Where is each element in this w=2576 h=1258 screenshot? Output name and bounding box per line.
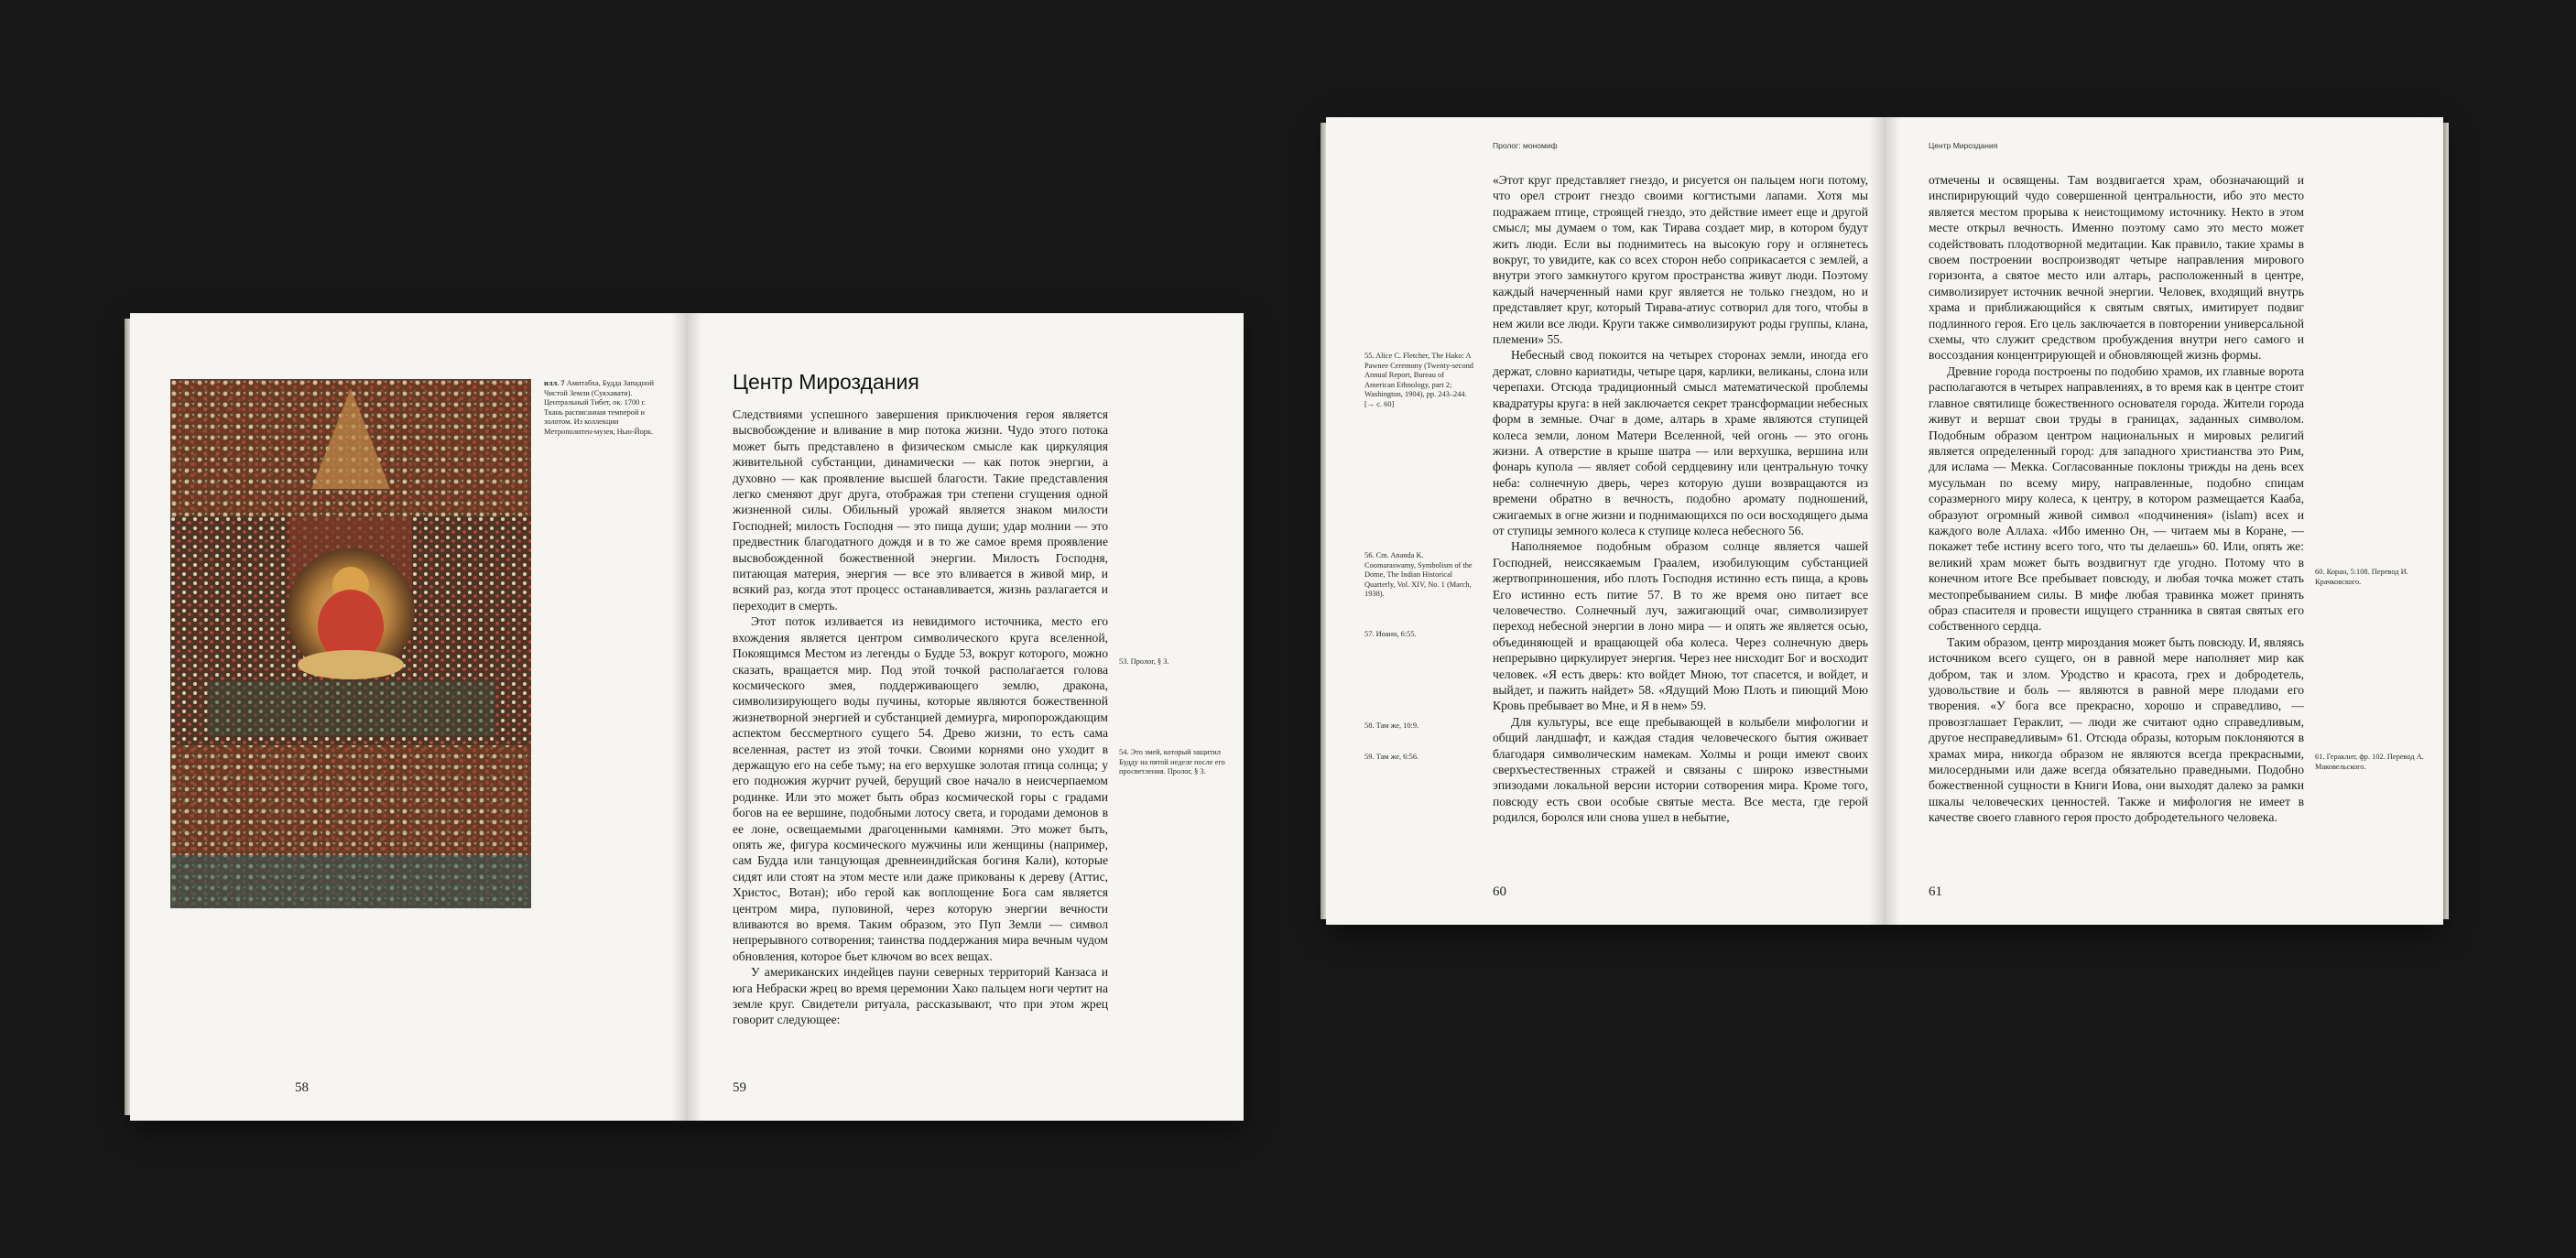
- footnote-number: 55.: [1364, 352, 1375, 360]
- page-number: 59: [733, 1080, 746, 1095]
- thangka-painting-icon: [170, 379, 531, 908]
- paragraph: Небесный свод покоится на четырех сторонах земли, иногда его держат, словно кариатиды, четыре царя, карлики, великаны, слона или черепахи. Отсюда традиционный смысл математической проблемы квадратуры круга: в ней заключается секрет трансформации небесных форм в земные. Очаг в доме, алтарь в храме являются ступицей колеса земли, лоном Матери Вселенной, чей огонь — это огонь жизни. А отверстие в крыше шатра — или верхушка, вершина или фонарь купола — являет собой сердцевину или центральную точку неба: солнечную дверь, через которую души возвращаются из времени обратно в вечность, подобно аромату подношений, сжигаемых в огне жизни и поднимающихся по оси восходящего дыма от ступицы земного колеса к ступице колеса небесного 56.: [1493, 348, 1868, 537]
- left-book-spread: [130, 313, 1244, 1121]
- page-number: 60: [1493, 884, 1506, 899]
- footnote-text: Коран, 5:108. Перевод И. Крачковского.: [2315, 568, 2408, 586]
- footnote: [1364, 352, 1474, 409]
- footnote: [1119, 657, 1229, 667]
- page-59: [687, 313, 1244, 1121]
- footnote-text: Это змей, который защитил Будду на пятой неделе после его просветления. Пролог, § 3.: [1119, 748, 1225, 775]
- footnote: [1364, 753, 1474, 763]
- page-61: [1885, 117, 2443, 925]
- paragraph: Наполняемое подобным образом солнце является чашей Господней, неиссякаемым Граалем, изобилующим субстанцией жертвоприношения, ибо плоть Господня истинно есть пища, а кровь Его истинно есть питие 57. В то же время оно питает все человечество. Солнечный луч, зажигающий очаг, символизирует переход небесной энергии в лоно мира — и опять же является осью, объединяющей и вращающей оба колеса. Через солнечную дверь непрерывно циркулирует энергия. Через нее нисходит Бог и восходит человек. «Я есть дверь: кто войдет Мною, тот спасется, и войдет, и выйдет, и пажить найдет» 58. «Ядущий Мою Плоть и пиющий Мою Кровь пребывает во Мне, и Я в нем» 59.: [1493, 539, 1868, 713]
- page-58: [130, 313, 687, 1121]
- paragraph: «Этот круг представляет гнездо, и рисуется он пальцем ноги потому, что орел строит гнездо своими когтистыми лапами. Хотя мы подражаем птице, строящей гнездо, это действие имеет еще и другой смысл; мы думаем о том, как Тирава создает мир, в котором будут жить люди. Если вы поднимитесь на высокую гору и оглянетесь вокруг, то увидите, как со всех сторон небо соприкасается с землей, а внутри этого замкнутого кругом пространства живут люди. Поэтому каждый начерченный нами круг является не только гнездом, но и представляет круг, который Тирава-атиус сотворил для того, чтобы в нем жили все люди. Круги также символизируют роды группы, клана, племени» 55.: [1493, 173, 1868, 347]
- footnote: [1119, 748, 1229, 777]
- page-number: 61: [1929, 884, 1942, 899]
- footnote-text: Иоанн, 6:55.: [1375, 630, 1417, 638]
- footnote-number: 54.: [1119, 748, 1129, 756]
- chapter-heading: Центр Мироздания: [733, 370, 919, 394]
- footnote-text: Пролог, § 3.: [1130, 657, 1169, 666]
- footnote: [1364, 630, 1474, 640]
- footnote-text: Там же, 10:9.: [1375, 721, 1419, 730]
- footnote-number: 58.: [1364, 721, 1375, 730]
- footnote-number: 60.: [2315, 568, 2325, 576]
- paragraph: Таким образом, центр мироздания может быть повсюду. И, являясь источником всего сущего, он в равной мере наполняет мир как добром, так и злом. Уродство и красота, грех и добродетель, удовольствие и боль — являются в равной мере плодами его творения. «У бога все прекрасно, хорошо и справедливо, — провозглашает Гераклит, — люди же считают одно справедливым, другое несправедливым» 61. Отсюда образы, которым поклоняются в храмах мира, никогда образом не являются всегда прекрасными, милосердными или даже всегда обязательно праведными. Подобно божественной сущности в Книги Иова, они выходят далеко за рамки шкалы человеческих ценностей. Также и мифология не имеет в качестве своего главного героя просто добродетельного человека.: [1929, 634, 2304, 825]
- right-book-spread: [1326, 117, 2443, 925]
- footnote: [2315, 753, 2430, 772]
- paragraph: У американских индейцев пауни северных территорий Канзаса и юга Небраски жрец во время церемонии Хако пальцем ноги чертит на земле круг. Свидетели ритуала, рассказывают, что при этом жрец говорит следующее:: [733, 965, 1108, 1027]
- body-text: [1493, 172, 1868, 826]
- footnote: [1364, 551, 1474, 600]
- paragraph: Этот поток изливается из невидимого источника, место его вхождения является центром символического круга вселенной, Покоящимся Местом из легенды о Будде 53, вокруг которого, можно сказать, вращается мир. Под этой точкой располагается голова космического змея, поддерживающего землю, дракона, символизирующего воды пучины, которые являются божественной жизнетворной энергией и субстанцией демиурга, миропорождающим аспектом бессмертного сущего 54. Древо жизни, то есть сама вселенная, растет из этой точки. Своими корнями оно уходит в держащую его на себе тьму; на его верхушке золотая птица солнца; у его подножия журчит ручей, берущий свое начало в неисчерпаемом родинке. Или это может быть образ космической горы с градами богов на ее вершине, подобными лотосу света, и городами демонов в ее лоне, освещаемыми драгоценными камнями. Это может быть, опять же, фигура космического мужчины или женщины (например, сам Будда или танцующая древнеиндийская богиня Кали), которые сидят или стоят на этом месте или даже прикованы к дереву (Аттис, Христос, Вотан); ибо герой как воплощение Бога сам является центром мира, пуповиной, через которую энергии вечности вливаются во время. Таким образом, это Пуп Земли — символ непрерывного сотворения; таинства поддержания мира вечным чудом обновления, которое бьет ключом во всех вещах.: [733, 614, 1108, 963]
- footnote-text: Гераклит, фр. 102. Перевод А. Маковельского.: [2315, 753, 2424, 771]
- body-text: [733, 407, 1108, 1028]
- footnote-number: 56.: [1364, 551, 1375, 559]
- running-head: Пролог: мономиф: [1493, 141, 1558, 150]
- caption-text: Амитабха, Будда Западной Чистой Земли (Сукхавати). Центральный Тибет, ок. 1700 г. Ткань расписанная темперой и золотом. Из коллекции Метрополитен-музея, Нью-Йорк.: [544, 379, 654, 436]
- footnote-number: 53.: [1119, 657, 1129, 666]
- footnote: [1364, 721, 1474, 732]
- paragraph: Древние города построены по подобию храмов, их главные ворота располагаются в четырех направлениях, в то время как в центре стоит главное святилище божественного основателя города. Жители города живут и вершат свои труды в границах, заданных символом. Подобным образом центром национальных и мировых религий является определенный город: для западного христианства это Рим, для ислама — Мекка. Согласованные поклоны трижды на день всех мусульман по всему миру, направленные, подобно спицам соразмерного миру колеса, к центру, в котором размещается Кааба, образуют огромный живой символ «подчинения» (islam) всех и каждого воле Аллаха. «Ибо именно Он, — читаем мы в Коране, — покажет тебе истину всего того, что ты делаешь» 60. Или, опять же: великий храм может быть воздвигнут где угодно. Потому что в конечном итоге Все пребывает повсюду, и любая точка может стать местопребыванием силы. В мифе любая травинка может принять образ спасителя и провести ищущего странника в святая святых его собственного сердца.: [1929, 363, 2304, 634]
- page-edge-right: [2443, 123, 2449, 919]
- body-text: [1929, 172, 2304, 826]
- footnote-number: 57.: [1364, 630, 1375, 638]
- footnote-number: 59.: [1364, 753, 1375, 761]
- footnote-text: Там же, 6:56.: [1375, 753, 1419, 761]
- figure-caption: [544, 379, 659, 437]
- caption-label: илл. 7: [544, 379, 565, 387]
- paragraph: Следствиями успешного завершения приключения героя является высвобождение и вливание в мир потока жизни. Чудо этого потока может быть представлено в физическом смысле как циркуляция живительной субстанции, динамически — как поток энергии, а духовно — как проявление высшей благости. Такие представления легко сменяют друг друга, отображая три степени сгущения одной жизненной силы. Обильный урожай является знаком милости Господней; милость Господня — это пища души; удар молнии — это предвестник благодатного дождя и в то же самое время проявление высвобожденной божественной энергии. Милость Господня, питающая материя, энергия — все это вливается в живой мир, и всякий раз, когда этот процесс останавливается, жизнь разлагается и переходит в смерть.: [733, 407, 1108, 613]
- running-head: Центр Мироздания: [1929, 141, 1998, 150]
- thangka-painting-image: [170, 379, 531, 908]
- paragraph: Для культуры, все еще пребывающей в колыбели мифологии и общий ландшафт, и каждая стадия человеческого бытия оживает благодаря символическим намекам. Холмы и рощи имеют своих сверхъестественных стражей и связаны с широко известными эпизодами локальной версии истории сотворения мира. Кроме того, повсюду есть свои особые святые места. Все места, где герой родился, боролся или снова ушел в небытие,: [1493, 714, 1868, 825]
- paragraph: отмечены и освящены. Там воздвигается храм, обозначающий и инспирирующий чудо совершенной центральности, ибо это место является местом прорыва к неистощимому источнику. Некто в этом месте открыл вечность. Именно поэтому само это место может содействовать плодотворной медитации. Как правило, такие храмы в своем построении воспроизводят четыре направления мирового горизонта, а святое место или алтарь, расположенный в центре, символизирует источник вечной энергии. Человек, входящий внутрь храма и приближающийся к святым святых, имитирует подвиг подлинного героя. Его цель заключается в повторении универсальной схемы, что служит средством пробуждения внутри него самого и воссоздания концентрирующей и обновляющей жизнь формы.: [1929, 173, 2304, 363]
- page-number: 58: [295, 1080, 309, 1095]
- footnote: [2315, 568, 2430, 587]
- footnote-text: Alice C. Fletcher, The Hako: A Pawnee Ceremony (Twenty-second Annual Report, Bureau of American Ethnology, part 2; Washington, 1904), pp. 243–244. [→ с. 60]: [1364, 352, 1473, 408]
- footnote-text: Cm. Ananda K. Coomaraswamy, Symbolism of the Dome, The Indian Historical Quarterly, Vol. XIV, No. 1 (March, 1938).: [1364, 551, 1473, 598]
- footnote-number: 61.: [2315, 753, 2325, 761]
- page-60: [1326, 117, 1885, 925]
